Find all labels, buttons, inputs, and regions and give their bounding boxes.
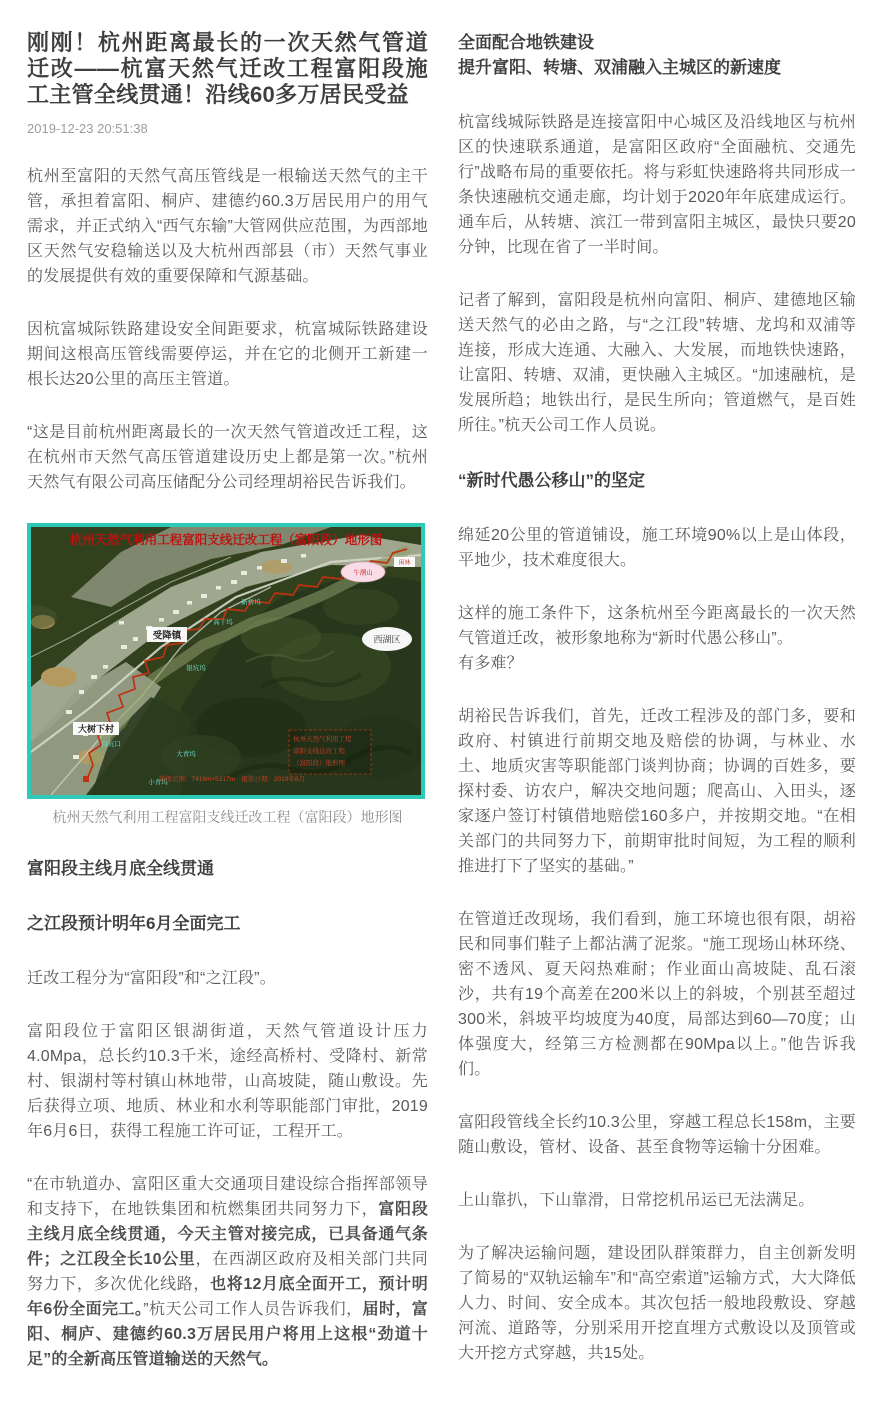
map-label-corner-box [394, 557, 415, 567]
svg-text:受降镇: 受降镇 [152, 630, 182, 642]
svg-text:西湖区: 西湖区 [373, 634, 401, 645]
svg-text:小青坞: 小青坞 [148, 779, 168, 786]
paragraph [458, 601, 856, 676]
section-heading-yugong: “新时代愚公移山”的坚定 [458, 471, 645, 490]
paragraph: 杭富线城际铁路是连接富阳中心城区及沿线地区与杭州区的快速联系通道，是富阳区政府“全面融杭、交通先行”战略布局的重要依托。将与彩虹快速路将共同形成一条快速融杭交通走廊，均计划于2020年年底建成运行。通车后，从转塘、滨江一带到富阳主城区，最快只要20分钟，比现在省了一半时间。 [458, 114, 856, 256]
map-scale-note: 影像范围：7416m×5317m 摄影日期：2019年6月 [159, 776, 306, 783]
map-label-town [147, 627, 187, 642]
paragraph: 为了解决运输问题，建设团队群策群力，自主创新发明了简易的“双轨运输车”和“高空索道”运输方式，大大降低人力、时间、安全成本。其次包括一般地段敷设、穿越河流、道路等，分别采用开挖直埋方式敷设以及顶管或大开挖方式穿越，共15处。 [458, 1245, 856, 1362]
right-column [458, 30, 856, 1400]
svg-text:午潮山: 午潮山 [353, 569, 373, 577]
paragraph: 富阳段位于富阳区银湖街道，天然气管道设计压力4.0Mpa，总长约10.3千米，途经高桥村、受降村、新常村、银湖村等村镇山林地带，山高坡陡，随山敷设。先后获得立项、地质、林业和水利等职能部门审批，2019年6月6日，获得工程施工许可证，工程开工。 [27, 1023, 428, 1140]
publish-timestamp: 2019-12-23 20:51:38 [27, 121, 148, 136]
svg-text:富阳支线迁改工程: 富阳支线迁改工程 [293, 748, 345, 755]
svg-text:（富阳段）地形图: （富阳段）地形图 [293, 760, 345, 767]
section-heading-zhijiang: 之江段预计明年6月全面完工 [27, 914, 241, 933]
svg-text:银坑坞: 银坑坞 [186, 665, 206, 672]
map-label-oval [341, 562, 385, 582]
paragraph: “这是目前杭州距离最长的一次天然气管道改迁工程，这在杭州市天然气高压管道建设历史上都是第一次。”杭州天然气有限公司高压储配分公司经理胡裕民告诉我们。 [27, 424, 428, 491]
heading-line-2: 提升富阳、转塘、双浦融入主城区的新速度 [458, 58, 781, 77]
paragraph: 迁改工程分为“富阳段”和“之江段”。 [27, 970, 276, 987]
section-heading-fuyang: 富阳段主线月底全线贯通 [27, 859, 214, 878]
paragraph: 胡裕民告诉我们，首先，迁改工程涉及的部门多，要和政府、村镇进行前期交地及赔偿的协调，与林业、水土、地质灾害等职能部门谈判协商；协调的百姓多，要探村委、访农户，解决交地问题；爬高山、入田头，逐家逐户签订村镇借地赔偿160多户，并按期交地。“在相关部门的共同努力下，前期审批时间短，为工程的顺利推进打下了坚实的基础。” [458, 708, 856, 875]
paragraph: 绵延20公里的管道铺设，施工环境90%以上是山体段，平地少，技术难度很大。 [458, 527, 856, 569]
map-image[interactable] [27, 523, 425, 799]
map-figure[interactable] [27, 523, 428, 826]
svg-text:杭州天然气利用工程: 杭州天然气利用工程 [293, 736, 352, 743]
svg-text:高干坞: 高干坞 [213, 619, 233, 626]
map-legend-box [289, 730, 371, 774]
paragraph-line-1: 这样的施工条件下，这条杭州至今距离最长的一次天然气管道迁改，被形象地称为“新时代愚公移山”。 [458, 605, 856, 647]
paragraph: 上山靠扒，下山靠滑，日常挖机吊运已无法满足。 [458, 1192, 815, 1209]
svg-text:大青坞: 大青坞 [176, 751, 196, 758]
section-heading-metro [458, 30, 856, 80]
map-label-district-cloud [362, 627, 412, 651]
svg-text:白坑口: 白坑口 [101, 741, 121, 748]
left-column [27, 30, 428, 1400]
paragraph: 富阳段管线全长约10.3公里，穿越工程总长158m，主要随山敷设，管材、设备、甚至食物等运输十分困难。 [458, 1114, 856, 1156]
paragraph-with-bold: “在市轨道办、富阳区重大交通项目建设综合指挥部领导和支持下，在地铁集团和杭燃集团共同努力下，富阳段主线月底全线贯通，今天主管对接完成，已具备通气条件；之江段全长10公里，在西湖区政府及相关部门共同努力下，多次优化线路，也将12月底全面开工，预计明年6份全面完工。”杭天公司工作人员告诉我们，届时，富阳、桐庐、建德约60.3万居民用户将用上这根“劲道十足”的全新高压管道输送的天然气。 [27, 1176, 428, 1368]
svg-text:大树下村: 大树下村 [77, 724, 115, 734]
svg-text:闲林: 闲林 [398, 560, 411, 567]
paragraph-line-2: 有多难？ [458, 655, 523, 672]
paragraph: 杭州至富阳的天然气高压管线是一根输送天然气的主干管，承担着富阳、桐庐、建德约60.3万居民用户的用气需求，并正式纳入“西气东输”大管网供应范围，为西部地区天然气安稳输送以及大杭州西部县（市）天然气事业的发展提供有效的重要保障和气源基础。 [27, 168, 428, 285]
map-route-start-marker [83, 776, 89, 782]
map-label-village [73, 722, 119, 735]
article-title: 刚刚！杭州距离最长的一次天然气管道迁改——杭富天然气迁改工程富阳段施工主管全线贯通！沿线60多万居民受益 [27, 30, 428, 107]
heading-line-1: 全面配合地铁建设 [458, 33, 594, 52]
paragraph: 记者了解到，富阳段是杭州向富阳、桐庐、建德地区输送天然气的必由之路，与“之江段”转塘、龙坞和双浦等连接，形成大连通、大融入、大发展，而地铁快速路，让富阳、转塘、双浦，更快融入主城区。“加速融杭，是发展所趋；地铁出行，是民生所向；管道燃气，是百姓所往。”杭天公司工作人员说。 [458, 292, 856, 434]
map-caption: 杭州天然气利用工程富阳支线迁改工程（富阳段）地形图 [52, 809, 403, 825]
svg-text:新桥坞: 新桥坞 [241, 599, 261, 606]
paragraph: 因杭富城际铁路建设安全间距要求，杭富城际铁路建设期间这根高压管线需要停运，并在它的北侧开工新建一根长达20公里的高压主管道。 [27, 321, 428, 388]
paragraph: 在管道迁改现场，我们看到，施工环境也很有限，胡裕民和同事们鞋子上都沾满了泥浆。“施工现场山林环绕、密不透风、夏天闷热难耐；作业面山高坡陡、乱石滚沙，共有19个高差在200米以上的斜坡，个别甚至超过300米，斜坡平均坡度为40度，局部达到60—70度；山体强度大，经第三方检测都在90Mpa以上。”他告诉我们。 [458, 911, 856, 1078]
map-title: 杭州天然气利用工程富阳支线迁改工程（富阳段）地形图 [69, 533, 383, 547]
